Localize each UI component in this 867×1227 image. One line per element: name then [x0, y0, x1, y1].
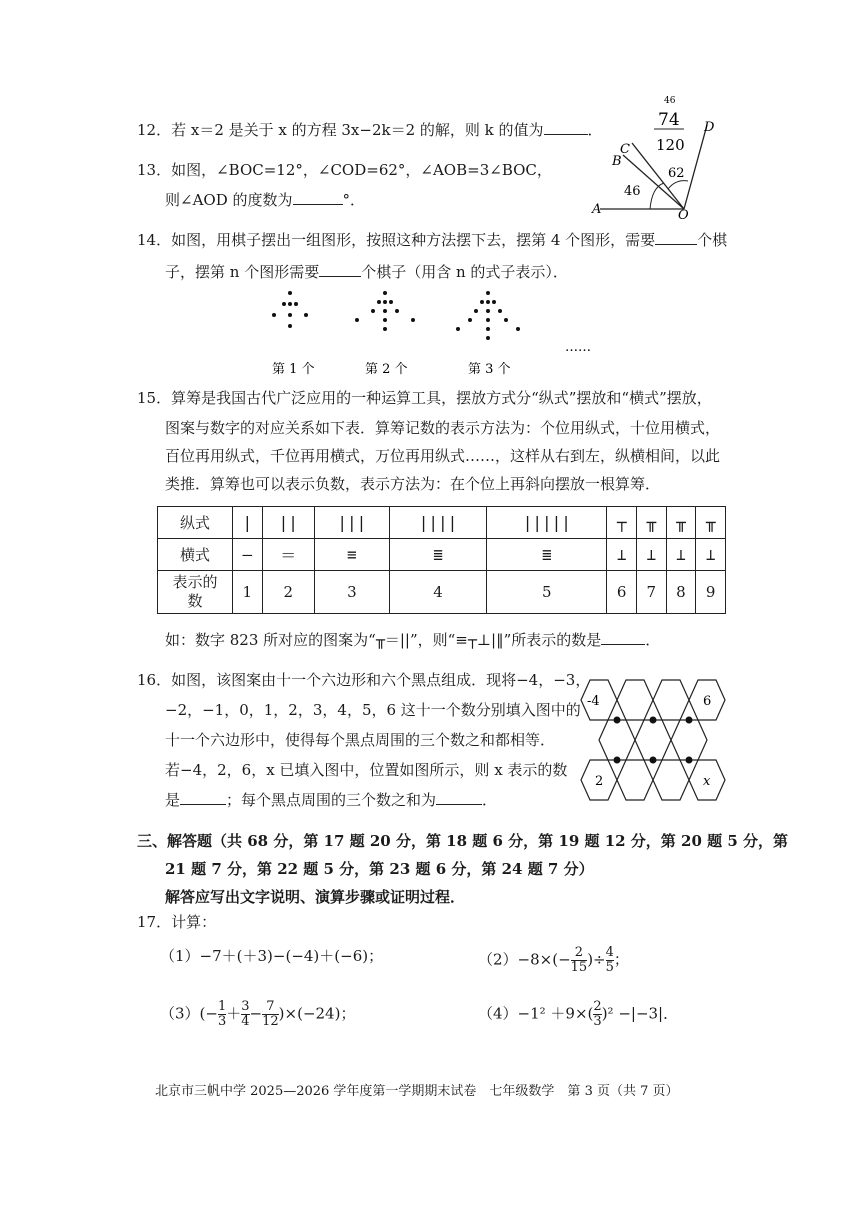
hex-label-x: x: [703, 774, 711, 789]
rod-v-4: ||||: [389, 507, 486, 539]
q17-part-4: （4）−1² ＋9×( $\frac{2}{3}$ )² −|−3|．: [478, 999, 679, 1029]
counting-rod-table: [157, 506, 726, 614]
hexagon-figure: [570, 676, 735, 806]
dot-4: [614, 757, 621, 764]
q15-line-2: 图案与数字的对应关系如下表．算筹记数的表示方法为：个位用纵式，十位用横式，: [165, 419, 721, 437]
handwriting-top: 46: [664, 96, 676, 106]
rod-v-5: |||||: [487, 507, 607, 539]
q12-blank[interactable]: [544, 120, 588, 135]
q17-part-1: （1）−7＋(＋3)−(−4)＋(−6)；: [160, 947, 384, 965]
rod-v-6: ┬: [607, 507, 637, 539]
num-6: 6: [607, 571, 637, 614]
row-vertical: [158, 507, 726, 539]
label-A: A: [592, 202, 602, 217]
num-5: 5: [487, 571, 607, 614]
q12-text: 12．若 x＝2 是关于 x 的方程 3x−2k＝2 的解，则 k 的值为: [137, 121, 544, 139]
q15-line-3: 百位再用纵式，千位再用横式，万位再用纵式……，这样从右到左，纵横相间，以此: [165, 447, 721, 465]
q15-line-4: 类推．算筹也可以表示负数，表示方法为：在个位上再斜向摆放一根算筹．: [165, 475, 661, 493]
q16-blank-1[interactable]: [180, 790, 226, 805]
q16-line-3: 十一个六边形中，使得每个黑点周围的三个数之和都相等．: [165, 731, 556, 749]
q17-part-2: （2）−8×(− $\frac{2}{15}$ )÷ $\frac{4}{5}$ ；: [478, 945, 629, 975]
handwriting-46: 46: [624, 184, 641, 199]
page-footer: 北京市三帆中学 2025—2026 学年度第一学期期末试卷 七年级数学 第 3 页（共 7 页）: [155, 1084, 679, 1099]
rod-h-5: ≣: [487, 539, 607, 571]
caption-2: 第 2 个: [365, 362, 408, 377]
rod-h-4: ≣: [389, 539, 486, 571]
handwriting-74: 74: [658, 110, 680, 130]
dot-5: [650, 757, 657, 764]
hex-9: [617, 760, 653, 800]
q13-blank[interactable]: [293, 190, 343, 205]
num-8: 8: [666, 571, 696, 614]
hex-7: [671, 720, 707, 760]
label-C: C: [620, 142, 630, 157]
angle-figure: [590, 95, 730, 220]
q15-example: 如：数字 823 所对应的图案为“╥＝||”，则“≡┬⊥|‖”所表示的数是 ．: [165, 631, 661, 649]
question-13-line2: 则∠AOD 的度数为 °．: [165, 191, 366, 209]
label-D: D: [704, 120, 715, 135]
q17-title: 17．计算：: [137, 913, 217, 931]
row-label-vertical: 纵式: [158, 507, 233, 539]
rod-v-8: ╥: [666, 507, 696, 539]
dot-2: [650, 717, 657, 724]
num-3: 3: [314, 571, 389, 614]
section-3-line-2: 21 题 7 分，第 22 题 5 分，第 23 题 6 分，第 24 题 7 分）: [165, 860, 594, 878]
rod-v-9: ╥: [696, 507, 726, 539]
q16-blank-2[interactable]: [436, 790, 482, 805]
section-3-line-1: 三、解答题（共 68 分，第 17 题 20 分，第 18 题 6 分，第 19 题 12 分，第 20 题 5 分，第: [137, 832, 788, 850]
question-14: 14．如图，用棋子摆出一组图形，按照这种方法摆下去，摆第 4 个图形，需要 个棋: [137, 231, 728, 249]
q14-blank-2[interactable]: [319, 262, 361, 277]
num-1: 1: [233, 571, 263, 614]
label-B: B: [612, 154, 622, 169]
q15-blank[interactable]: [601, 630, 645, 645]
hex-5: [599, 720, 635, 760]
question-14-line2: 子，摆第 n 个图形需要 个棋子（用含 n 的式子表示）．: [165, 263, 568, 281]
hex-label-2: 2: [595, 774, 604, 789]
dot-3: [686, 717, 693, 724]
rod-h-1: —: [233, 539, 263, 571]
q17-part-3: （3）(− $\frac{1}{3}$ ＋ $\frac{3}{4}$ − $\frac{7}{12}$ )×(−24)；: [160, 999, 356, 1029]
q16-line-4: 若−4，2，6，x 已填入图中，位置如图所示，则 x 表示的数: [165, 761, 568, 779]
label-O: O: [678, 208, 689, 220]
row-numbers: [158, 571, 726, 614]
q13-line1: 13．如图，∠BOC=12°，∠COD=62°，∠AOB=3∠BOC，: [137, 161, 552, 179]
hex-3: [653, 680, 689, 720]
rod-v-2: ||: [262, 507, 314, 539]
rod-h-2: ＝: [262, 539, 314, 571]
caption-1: 第 1 个: [272, 362, 315, 377]
rod-v-3: |||: [314, 507, 389, 539]
question-12: 12．若 x＝2 是关于 x 的方程 3x−2k＝2 的解，则 k 的值为 ．: [137, 121, 603, 139]
rod-h-8: ⊥: [666, 539, 696, 571]
dot-1: [614, 717, 621, 724]
rod-v-7: ╥: [636, 507, 666, 539]
hex-2: [617, 680, 653, 720]
q14-blank-1[interactable]: [655, 230, 697, 245]
row-label-horizontal: 横式: [158, 539, 233, 571]
row-horizontal: [158, 539, 726, 571]
q16-line-1: 16．如图，该图案由十一个六边形和六个黑点组成．现将−4，−3，: [137, 671, 591, 689]
handwriting-120: 120: [656, 136, 685, 154]
rod-h-7: ⊥: [636, 539, 666, 571]
num-9: 9: [696, 571, 726, 614]
pattern-3: [456, 291, 520, 340]
handwriting-62: 62: [668, 166, 685, 181]
hex-6: [635, 720, 671, 760]
pattern-2: [355, 291, 415, 331]
num-4: 4: [389, 571, 486, 614]
hex-label-6: 6: [703, 694, 712, 709]
q15-line-1: 15．算筹是我国古代广泛应用的一种运算工具，摆放方式分“纵式”摆放和“横式”摆放，: [137, 389, 712, 407]
q16-line-2: −2，−1，0，1，2，3，4，5，6 这十一个数分别填入图中的: [165, 701, 581, 719]
pattern-1: [272, 291, 308, 328]
chess-piece-pattern: [260, 285, 610, 385]
question-13: [137, 160, 552, 180]
ellipsis: ……: [565, 340, 591, 355]
caption-3: 第 3 个: [468, 362, 511, 377]
rod-h-9: ⊥: [696, 539, 726, 571]
section-3-line-3: 解答应写出文字说明、演算步骤或证明过程．: [165, 888, 466, 906]
row-label-numbers: 表示的数: [158, 571, 233, 614]
hex-10: [653, 760, 689, 800]
q16-line-5: 是 ；每个黑点周围的三个数之和为 ．: [165, 791, 498, 809]
hex-label-neg4: -4: [587, 694, 600, 709]
rod-h-6: ⊥: [607, 539, 637, 571]
rod-h-3: ≡: [314, 539, 389, 571]
num-7: 7: [636, 571, 666, 614]
num-2: 2: [262, 571, 314, 614]
dot-6: [686, 757, 693, 764]
rod-v-1: |: [233, 507, 263, 539]
